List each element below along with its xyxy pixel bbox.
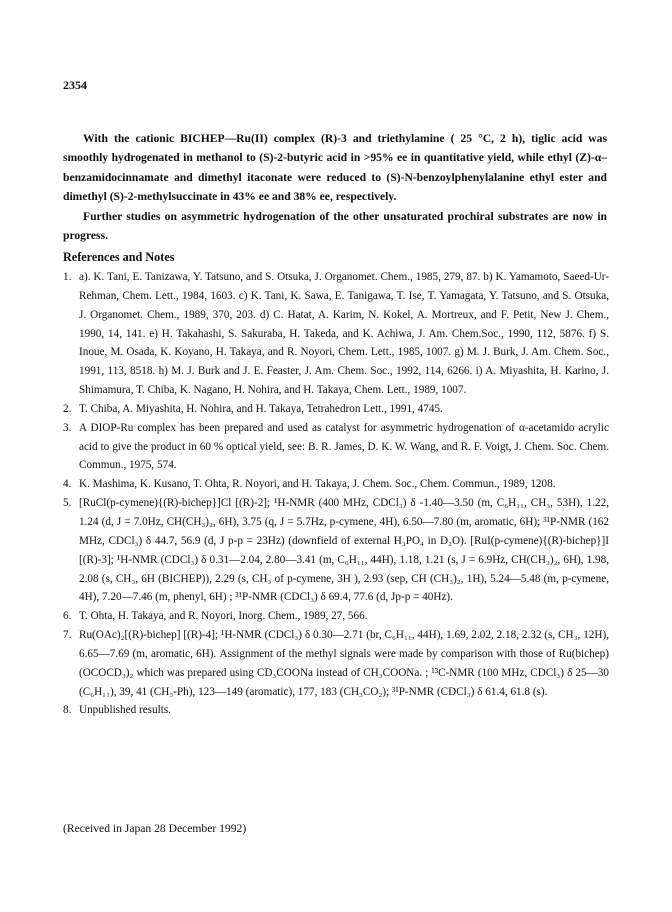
reference-text: Ru(OAc)₂[(R)-bichep] [(R)-4]; ¹H-NMR (CDCl₃) δ 0.30—2.71 (br, C₆H₁₁, 44H), 1.69, 2.02, 2.18, 2.32 (s, CH₃, 12H), 6.65—7.69 (m, aromatic, 6H). Assignment of the methyl signals were made by comparison with those of Ru(bichep)(OCOCD₃)₂ which was prepared using CD₃COONa instead of CH₃COONa. ; ¹³C-NMR (100 MHz, CDCl₃) δ 25—30 (C₆H₁₁), 39, 41 (CH₃-Ph), 123—149 (aromatic), 177, 183 (CH₃CO₂); ³¹P-NMR (CDCl₃) δ 61.4, 61.8 (s). [79, 629, 609, 698]
reference-item [63, 701, 609, 720]
reference-text: T. Chiba, A. Miyashita, H. Nohira, and H. Takaya, Tetrahedron Lett., 1991, 4745. [79, 402, 443, 415]
reference-number: 7. [63, 629, 72, 642]
reference-item [63, 400, 609, 419]
reference-number: 2. [63, 402, 72, 415]
reference-text: T. Ohta, H. Takaya, and R. Noyori, Inorg. Chem., 1989, 27, 566. [79, 610, 368, 623]
reference-item [63, 475, 609, 494]
reference-item [63, 494, 609, 607]
reference-number: 8. [63, 704, 72, 717]
reference-text: Unpublished results. [79, 704, 171, 717]
reference-item [63, 626, 609, 701]
reference-number: 4. [63, 478, 72, 491]
reference-item [63, 607, 609, 626]
paragraph-further-studies: Further studies on asymmetric hydrogenation of the other unsaturated prochiral substrates are now in progress. [63, 209, 607, 243]
reference-item [63, 268, 609, 400]
received-date: (Received in Japan 28 December 1992) [63, 822, 247, 835]
reference-number: 5. [63, 497, 72, 510]
reference-text: [RuCl(p-cymene){(R)-bichep}]Cl [(R)-2]; ¹H-NMR (400 MHz, CDCl₃) δ -1.40—3.50 (m, C₆H₁₁, CH₃, 53H), 1.22, 1.24 (d, J = 7.0Hz, CH(CH₃)₂, 6H), 3.75 (q, J = 5.7Hz, p-cymene, 4H), 6.50—7.80 (m, aromatic, 6H); ³¹P-NMR (162 MHz, CDCl₃) δ 44.7, 56.9 (d, J p-p = 23Hz) (downfield of external H₃PO₄ in D₂O). [RuI(p-cymene){(R)-bichep}]I [(R)-3]; ¹H-NMR (CDCl₃) δ 0.31—2.04, 2.80—3.41 (m, C₆H₁₁, 44H), 1.18, 1.21 (s, J = 6.9Hz, CH(CH₃)₂, 6H), 1.98, 2.08 (s, CH₃, 6H (BICHEP)), 2.29 (s, CH₃ of p-cymene, 3H ), 2.93 (sep, CH (CH₃)₂, 1H), 5.24—5.48 (m, p-cymene, 4H), 7.20—7.46 (m, phenyl, 6H) ; ³¹P-NMR (CDCl₃) δ 69.4, 77.6 (d, Jp-p = 40Hz). [79, 497, 609, 604]
paragraph-results: With the cationic BICHEP—Ru(II) complex (R)-3 and triethylamine ( 25 °C, 2 h), tiglic acid was smoothly hydrogenated in methanol to (S)-2-butyric acid in >95% ee in quantitative yield, while ethyl (Z)-α–benzamidocinnamate and dimethyl itaconate were reduced to (S)-N-benzoylphenylalanine ethyl ester and dimethyl (S)-2-methylsuccinate in 43% ee and 38% ee, respectively. [63, 132, 607, 204]
reference-number: 6. [63, 610, 72, 623]
reference-number: 3. [63, 421, 72, 434]
reference-text: K. Mashima, K. Kusano, T. Ohta, R. Noyori, and H. Takaya, J. Chem. Soc., Chem. Commun., 1989, 1208. [79, 478, 556, 491]
reference-item [63, 419, 609, 476]
references-heading: References and Notes [63, 250, 175, 264]
reference-number: 1. [63, 271, 72, 283]
reference-text: A DIOP-Ru complex has been prepared and used as catalyst for asymmetric hydrogenation of α-acetamido acrylic acid to give the product in 60 % optical yield, see: B. R. James, D. K. W. Wang, and R. F. Voigt, J. Chem. Soc. Chem. Commun., 1975, 574. [79, 421, 609, 472]
reference-text: a). K. Tani, E. Tanizawa, Y. Tatsuno, and S. Otsuka, J. Organomet. Chem., 1985, 279, 87. b) K. Yamamoto, Saeed-Ur-Rehman, Chem. Lett., 1984, 1603. c) K. Tani, K. Sawa, E. Tanigawa, T. Ise, T. Yamagata, Y. Tatsuno, and S. Otsuka, J. Organomet. Chem., 1989, 370, 203. d) C. Hatat, A. Karim, N. Kokel, A. Mortreux, and F. Petit, New J. Chem., 1990, 14, 141. e) H. Takahashi, S. Sakuraba, H. Takeda, and K. Achiwa, J. Am. Chem.Soc., 1990, 112, 5876. f) S. Inoue, M. Osada, K. Koyano, H. Takaya, and R. Noyori, Chem. Lett., 1985, 1007. g) M. J. Burk, J. Am. Chem. Soc., 1991, 113, 8518. h) M. J. Burk and J. E. Feaster, J. Am. Chem. Soc., 1992, 114, 6266. i) A. Miyashita, H. Karino, J. Shimamura, T. Chiba, K. Nagano, H. Nohira, and H. Takaya, Chem. Lett., 1989, 1007. [79, 271, 609, 397]
body-text [63, 129, 607, 245]
references-list [63, 268, 609, 720]
page-number: 2354 [63, 78, 87, 92]
